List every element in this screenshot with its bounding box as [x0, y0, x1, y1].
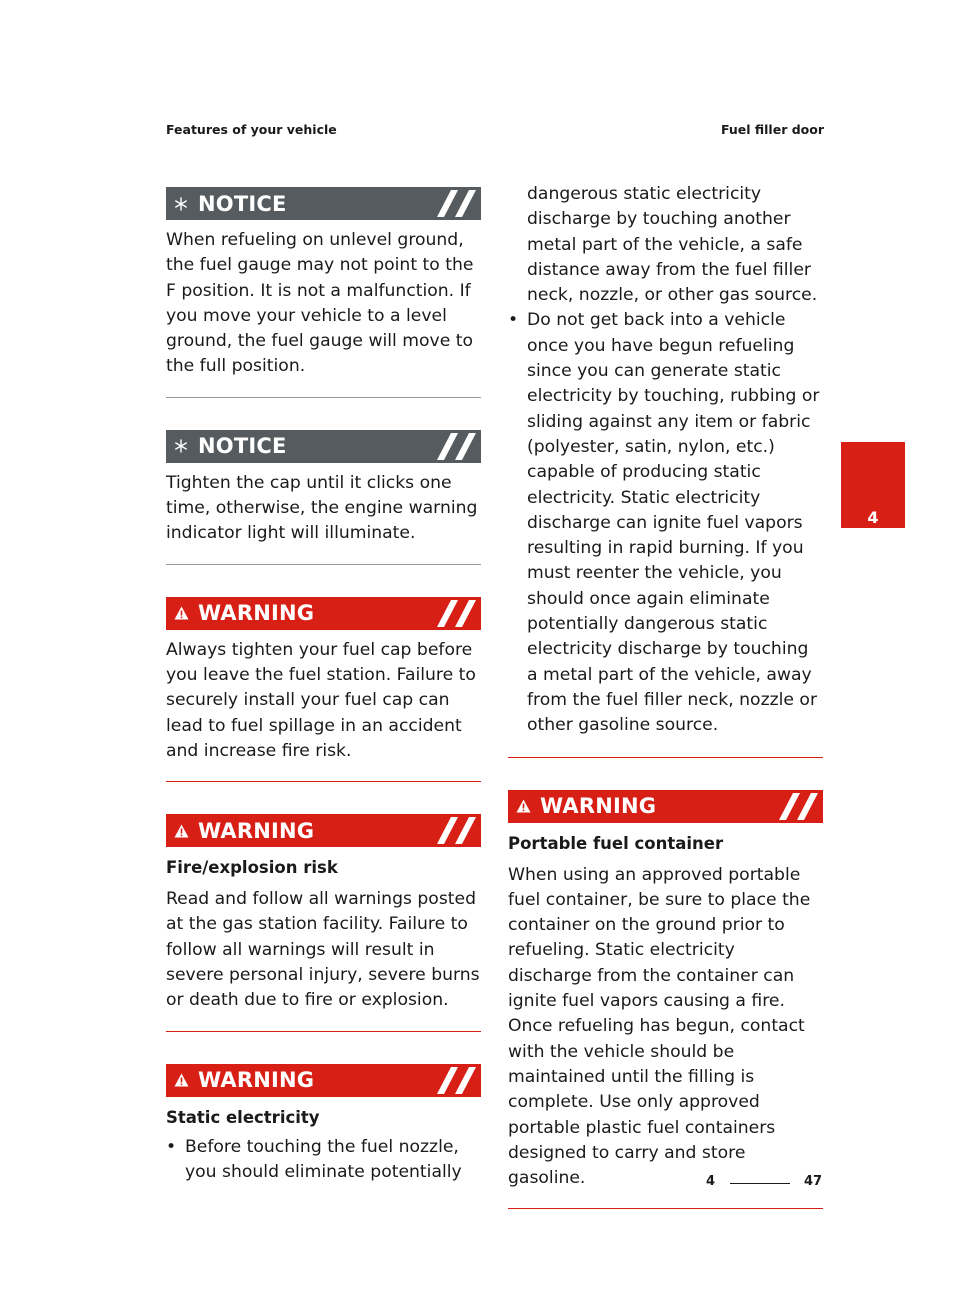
slash-stripes-icon	[437, 433, 477, 460]
warning-banner	[166, 597, 481, 630]
footer-rule	[730, 1183, 790, 1184]
warning-triangle-icon	[170, 606, 192, 620]
warning-subtitle: Static electricity	[166, 1107, 320, 1127]
warning-banner	[508, 790, 823, 823]
warning-subtitle: Portable fuel container	[508, 833, 724, 853]
warning-title: WARNING	[198, 601, 315, 626]
chapter-tab-number: 4	[867, 508, 879, 527]
notice-title: NOTICE	[198, 434, 287, 459]
warning-triangle-icon	[512, 799, 534, 813]
warning-text: Read and follow all warnings posted at the gas station facility. Failure to follow all warnings will result in severe personal injury, severe burns or death due to fire or explosion.	[166, 889, 480, 1011]
warning-subtitle: Fire/explosion risk	[166, 858, 338, 878]
warning-title: WARNING	[198, 818, 315, 843]
list-item-text: Before touching the fuel nozzle, you should eliminate potentially	[185, 1136, 462, 1182]
divider	[508, 757, 823, 758]
bullet-marker: •	[508, 310, 519, 331]
running-header-topic: Fuel filler door	[720, 122, 824, 137]
divider	[508, 1208, 823, 1209]
page-number: 47	[804, 1174, 823, 1189]
asterisk-icon	[170, 197, 192, 211]
bullet-marker: •	[166, 1136, 177, 1157]
divider	[166, 1031, 481, 1032]
slash-stripes-icon	[437, 817, 477, 844]
bullet-list	[166, 1135, 481, 1186]
slash-stripes-icon	[437, 1067, 477, 1094]
notice-text: Tighten the cap until it clicks one time, otherwise, the engine warning indicator light will illuminate.	[166, 472, 478, 544]
divider	[166, 564, 481, 565]
asterisk-icon	[170, 439, 192, 453]
divider	[166, 781, 481, 782]
notice-banner	[166, 430, 481, 463]
list-item	[508, 308, 823, 738]
right-column	[508, 184, 823, 1241]
list-item-continued-text: dangerous static electricity discharge by touching another metal part of the vehicle, a safe distance away from the fuel filler neck, nozzle, or other gas source.	[527, 184, 818, 306]
slash-stripes-icon	[437, 190, 477, 217]
list-item	[166, 1135, 481, 1186]
left-column	[166, 187, 481, 1185]
warning-banner	[166, 814, 481, 847]
warning-text: Always tighten your fuel cap before you leave the fuel station. Failure to securely install your fuel cap can lead to fuel spillage in an accident and increase fire risk.	[166, 639, 476, 761]
warning-text: When using an approved portable fuel container, be sure to place the container on the ground prior to refueling. Static electricity discharge from the container can ignite fuel vapors causing a fire. Once refueling has begun, contact with the vehicle should be maintained until the filling is complete. Use only approved portable plastic fuel containers designed to carry and store gasoline.	[508, 864, 811, 1189]
list-item-text: Do not get back into a vehicle once you have begun refueling since you can generate static electricity by touching, rubbing or sliding against any item or fabric (polyester, satin, nylon, etc.) capable of producing static electricity. Static electricity discharge can ignite fuel vapors resulting in rapid burning. If you must reenter the vehicle, you should once again eliminate potentially dangerous static electricity discharge by touching a metal part of the vehicle, away from the fuel filler neck, nozzle or other gasoline source.	[527, 310, 820, 736]
footer-chapter-number: 4	[706, 1174, 716, 1189]
warning-title: WARNING	[198, 1068, 315, 1093]
warning-triangle-icon	[170, 1073, 192, 1087]
warning-banner	[166, 1064, 481, 1097]
notice-title: NOTICE	[198, 191, 287, 216]
warning-title: WARNING	[540, 794, 657, 819]
divider	[166, 397, 481, 398]
slash-stripes-icon	[437, 600, 477, 627]
warning-triangle-icon	[170, 824, 192, 838]
notice-banner	[166, 187, 481, 220]
running-header-section: Features of your vehicle	[166, 122, 337, 137]
notice-text: When refueling on unlevel ground, the fuel gauge may not point to the F position. It is not a malfunction. If you move your vehicle to a level ground, the fuel gauge will move to the full position.	[166, 230, 474, 377]
bullet-list	[508, 308, 823, 738]
slash-stripes-icon	[779, 793, 819, 820]
